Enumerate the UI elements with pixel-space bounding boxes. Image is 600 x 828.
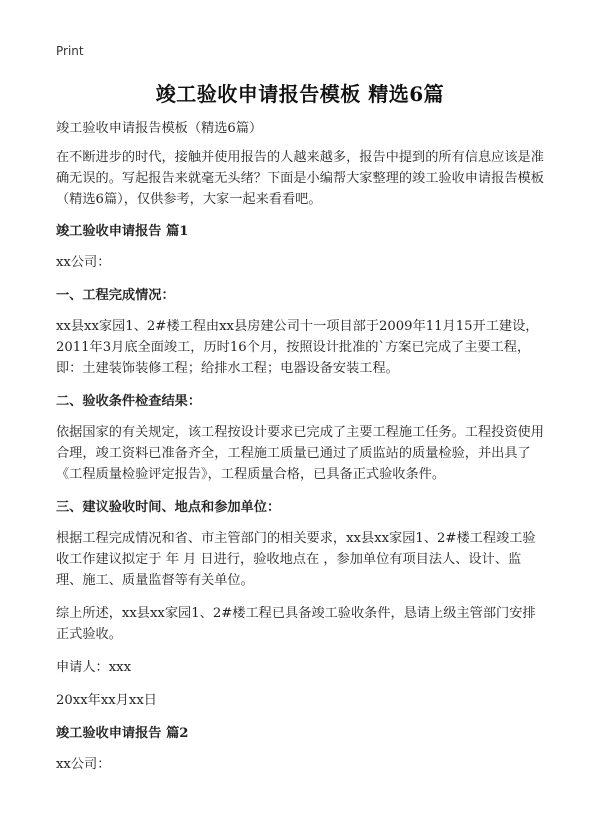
salutation-2: xx公司： [56, 757, 111, 772]
page-title: 竣工验收申请报告模板 精选6篇 [155, 82, 445, 106]
date-line: 20xx年xx月xx日 [56, 693, 157, 708]
item-heading-inspection: 二、验收条件检查结果： [56, 394, 202, 409]
item-text-inspection: 依据国家的有关规定，该工程按设计要求已完成了主要工程施工任务。工程投资使用合理，竣工资料已准备齐全，工程施工质量已通过了质监站的质量检验，并出具了《工程质量检验评定报告》，工程质量合格，已具备正式验收条件。 [56, 425, 544, 482]
item-heading-schedule: 三、建议验收时间、地点和参加单位： [56, 500, 281, 515]
article-subtitle: 竣工验收申请报告模板（精选6篇） [56, 121, 263, 136]
article-body [56, 118, 546, 785]
print-link[interactable]: Print [56, 44, 84, 58]
intro-paragraph: 在不断进步的时代，接触并使用报告的人越来越多，报告中提到的所有信息应该是准确无误的。写起报告来就毫无头绪？下面是小编帮大家整理的竣工验收申请报告模板（精选6篇），仅供参考，大家一起来看看吧。 [56, 150, 544, 207]
salutation-1: xx公司： [56, 255, 111, 270]
conclusion-paragraph: 综上所述，xx县xx家园1、2#楼工程已具备竣工验收条件，恳请上级主管部门安排正式验收。 [56, 606, 536, 642]
section-heading-1: 竣工验收申请报告 篇1 [56, 224, 189, 239]
item-text-schedule: 根据工程完成情况和省、市主管部门的相关要求，xx县xx家园1、2#楼工程竣工验收工作建议拟定于 年 月 日进行，验收地点在 ，参加单位有项目法人、设计、监理、施工、质量监督等有关单位。 [56, 531, 536, 588]
item-heading-completion: 一、工程完成情况： [56, 288, 175, 303]
item-text-completion: xx县xx家园1、2#楼工程由xx县房建公司十一项目部于2009年11月15开工建设，2011年3月底全面竣工，历时16个月，按照设计批准的`方案已完成了主要工程，即：土建装饰装修工程；给排水工程；电器设备安装工程。 [56, 319, 539, 376]
section-heading-2: 竣工验收申请报告 篇2 [56, 726, 189, 741]
applicant-line: 申请人：xxx [56, 660, 132, 675]
